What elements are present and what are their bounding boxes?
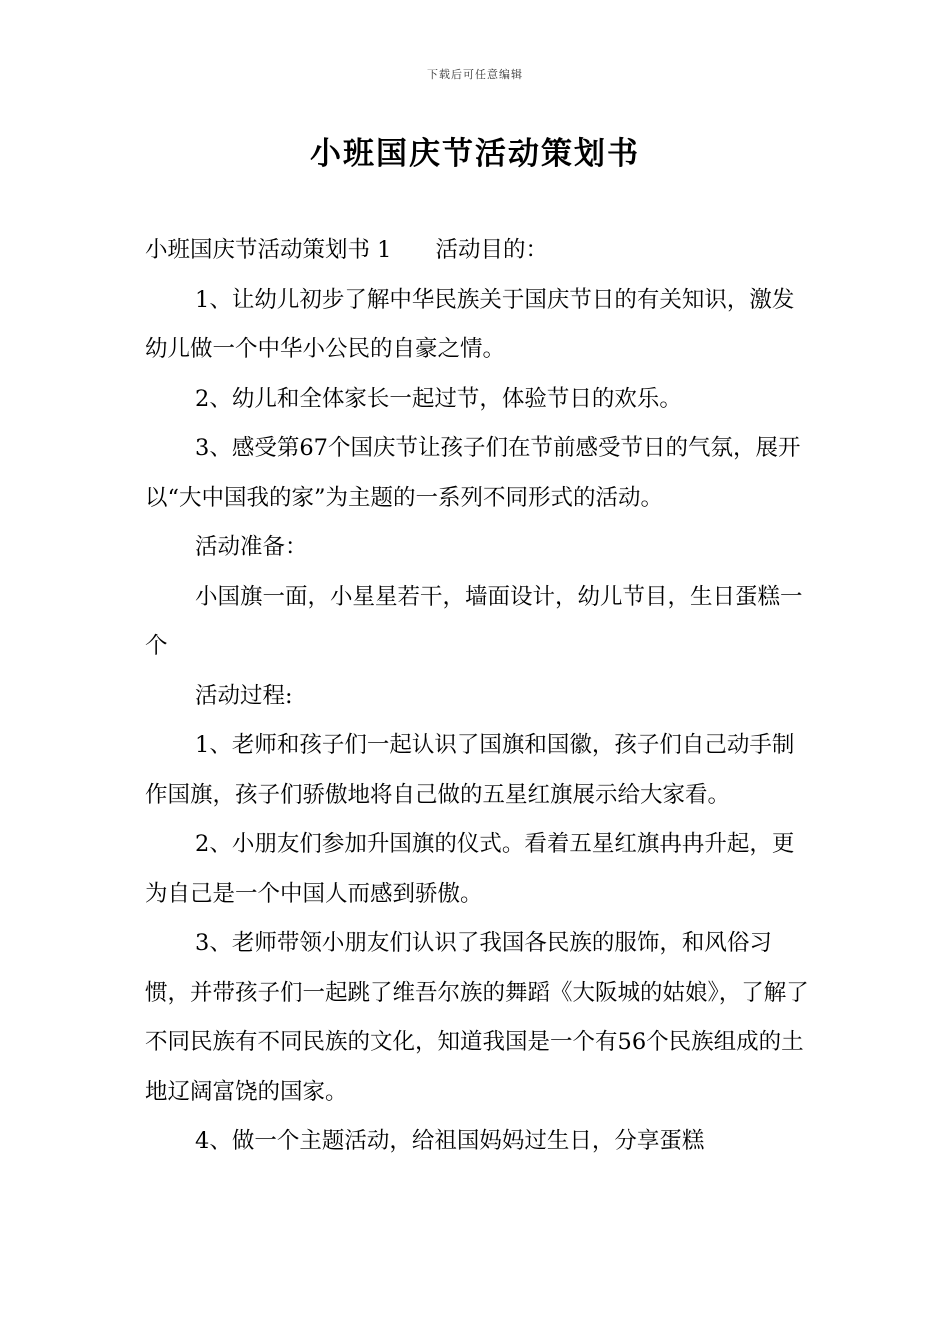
document-subtitle: 小班国庆节活动策划书 1 — [145, 237, 392, 263]
prep-text: 小国旗一面，小星星若干，墙面设计，幼儿节目，生日蛋糕一个 — [145, 583, 803, 659]
goal-item-2: 2、幼儿和全体家长一起过节，体验节日的欢乐。 — [195, 385, 682, 412]
process-item-1: 1、老师和孩子们一起认识了国旗和国徽，孩子们自己动手制作国旗，孩子们骄傲地将自己做的五星红旗展示给大家看。 — [145, 732, 795, 808]
document-title: 小班国庆节活动策划书 — [310, 136, 640, 172]
section-heading-process: 活动过程: — [195, 682, 293, 709]
section-heading-goal: 活动目的： — [435, 237, 548, 263]
intro-line — [145, 226, 810, 276]
process-item-3: 3、老师带领小朋友们认识了我国各民族的服饰，和风俗习惯，并带孩子们一起跳了维吾尔族的舞蹈《大阪城的姑娘》，了解了不同民族有不同民族的文化，知道我国是一个有56个民族组成的土地辽阔富饶的国家。 — [145, 930, 809, 1105]
document-body — [145, 226, 810, 1167]
process-item-2: 2、小朋友们参加升国旗的仪式。看着五星红旗冉冉升起，更为自己是一个中国人而感到骄傲。 — [145, 831, 795, 907]
goal-item-3: 3、感受第67个国庆节让孩子们在节前感受节日的气氛，展开以“大中国我的家”为主题的一系列不同形式的活动。 — [145, 435, 801, 511]
process-item-4: 4、做一个主题活动，给祖国妈妈过生日，分享蛋糕 — [195, 1128, 705, 1154]
goal-item-1: 1、让幼儿初步了解中华民族关于国庆节日的有关知识，激发幼儿做一个中华小公民的自豪之情。 — [145, 286, 795, 362]
section-heading-prep: 活动准备： — [195, 534, 308, 560]
header-note: 下载后可任意编辑 — [427, 68, 523, 81]
